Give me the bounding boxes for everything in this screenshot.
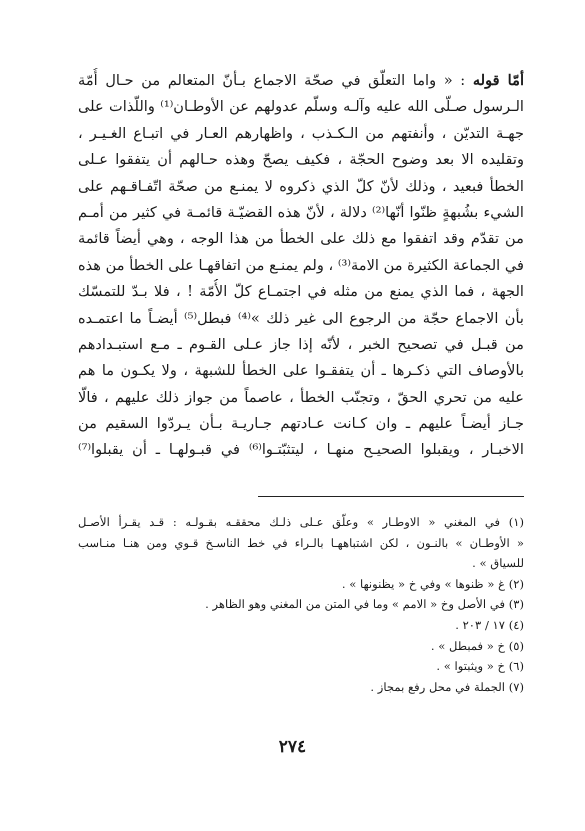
text-line: بالأوصاف التي ذكـرها ـ أن يتفقـوا على الخطأ للشبهة ، ولا يكـون ما هم (78, 362, 524, 380)
text-line: من قبـل في تصحيح الخبر ، لأنّه إذا جاز عـلى القـوم ـ مـع استبـدادهم (78, 335, 524, 353)
text-line: بأن الاجماع حجّة من الرجوع الى غير ذلك »⁽⁴⁾ فبطل⁽⁵⁾ أيضـاً ما اعتمـده (78, 309, 524, 327)
text-line: الـرسول صـلّى الله عليه وآلـه وسلّم عدولهم عن الأوطـان⁽¹⁾ واللّذات على (78, 98, 524, 116)
footnote-line: (٣) في الأصل وخ « الامم » وما في المتن من المغني وهو الظاهر . (205, 597, 524, 612)
text-line: أمّا قوله : « واما التعلّق في صحّة الاجماع بـأنّ المتعالم من حـال أُمّة (78, 72, 524, 89)
text-line: الخطأ فبعيد ، وذلك لأنّ كلّ الذي ذكروه لا يمنـع من صحّة اتّفـاقـهم على (78, 177, 524, 195)
text-line: وتقليده الا بعد وضوح الحجّة ، فكيف يصحّ وهذه حـالهم أن يتفقوا عـلى (78, 151, 524, 169)
text-line: من تقدّم وقد اتفقوا مع ذلك على الخطأ من هذا الوجه ، وهي أيضاً قائمة (78, 230, 524, 248)
footnote-line: (١) في المغني « الاوطـار » وعلّق عـلى ذلـك محققـه بقـولـه : قـد يقـرأ الأصـل (78, 515, 524, 529)
lead-phrase: أمّا قوله (472, 72, 524, 89)
footnote-line: (٧) الجملة في محل رفع بمجاز . (370, 679, 524, 694)
text-line: عليه من تحري الحقّ ، وتجنّب الخطأ ، عاصماً من جواز ذلك عليهم ، فالّا (78, 388, 524, 406)
footnote-line: « الأوطـان » بالنـون ، لكن اشتباههـا بالـراء في خط الناسـخ قـوي ومن هنـا منـاسب (78, 535, 524, 550)
footnote-line: (٥) خ « فمبطل » . (430, 638, 524, 653)
footnote-line: للسياق » . (472, 556, 524, 571)
footnote-line: (٦) خ « ويثبتوا » . (436, 659, 524, 674)
footnote-divider (258, 496, 524, 497)
text-line: الجهة ، فما الذي يمنع من مثله في اجتمـاع كلّ الأُمّة ! ، فلا بـدّ للتمسّك (78, 283, 524, 301)
text-line: في الجماعة الكثيرة من الامة⁽³⁾ ، ولم يمنـع من اتفاقهـا على الخطأ من هذه (78, 256, 524, 274)
main-text-block (78, 68, 524, 464)
footnote-line: (٢) غ « ظنوها » وفي خ « يظنونها » . (341, 576, 524, 591)
text-line: الاخبـار ، ويقبلوا الصحيـح منهـا ، ليتثبّتـوا⁽⁶⁾ في قبـولهـا ـ أن يقبلوا⁽⁷⁾ (78, 441, 524, 459)
text-line: جهـة التديّن ، وأنفتهم من الـكـذب ، واظهارهم العـار في اتبـاع الغـيـر ، (78, 124, 524, 142)
footnote-line: (٤) ١٧ / ٢٠٣ . (455, 617, 524, 632)
footnotes-block (78, 512, 524, 697)
page-number: ٢٧٤ (278, 737, 307, 757)
text-line: جـاز أيضـاً عليهم ـ وان كـانت عـادتهم جـاريـة بـأن يـردّوا السقيم من (78, 415, 524, 433)
text-line: الشيء بشُبهةٍ ظنّوا أنّها⁽²⁾ دلالة ، لأنّ هذه القضيّـة قائمـة في كثير من أمـم (78, 203, 524, 221)
